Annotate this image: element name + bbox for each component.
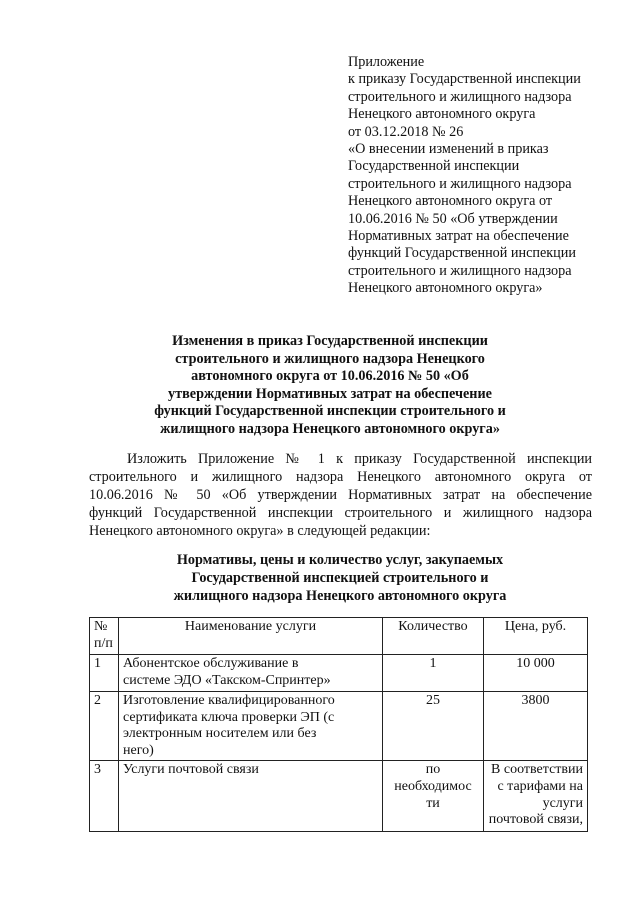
appendix-line: «О внесении изменений в приказ	[348, 141, 549, 158]
cell-line: услуги	[542, 795, 583, 811]
paragraph-line: Ненецкого автономного округа» в следующей редакции:	[89, 523, 431, 539]
cell-line: 10 000	[516, 656, 555, 671]
header-price: Цена, руб.	[484, 618, 588, 655]
cell-line: ти	[426, 795, 440, 811]
body-paragraph	[89, 450, 592, 540]
header-quantity: Количество	[383, 618, 484, 655]
cell-quantity	[383, 761, 484, 832]
title-line: строительного и жилищного надзора Ненецкого	[175, 350, 485, 367]
paragraph-line: Изложить Приложение № 1 к приказу Государственной инспекции	[127, 451, 592, 467]
appendix-line: строительного и жилищного надзора	[348, 262, 572, 279]
cell-number: 2	[90, 692, 119, 761]
cell-line: с тарифами на	[497, 778, 583, 794]
document-title	[80, 333, 580, 439]
appendix-line: Нормативных затрат на обеспечение	[348, 228, 569, 245]
paragraph-line: 10.06.2016 № 50 «Об утверждении Нормативных затрат на обеспечение	[89, 487, 592, 503]
cell-line: Абонентское обслуживание в	[123, 656, 299, 671]
appendix-line: Государственной инспекции	[348, 158, 520, 175]
title-line: жилищного надзора Ненецкого автономного округа»	[160, 420, 500, 437]
paragraph-line: функций Государственной инспекции строительного и жилищного надзора	[89, 505, 592, 521]
cell-line: В соответствии	[491, 762, 583, 778]
cell-line: необходимос	[394, 778, 472, 794]
table-title	[100, 552, 580, 605]
cell-quantity	[383, 655, 484, 692]
appendix-line: 10.06.2016 № 50 «Об утверждении	[348, 210, 558, 227]
paragraph-line: строительного и жилищного надзора Ненецкого автономного округа от	[89, 469, 592, 485]
cell-line: него)	[123, 742, 154, 758]
appendix-line: к приказу Государственной инспекции	[348, 71, 581, 88]
subtitle-line: Нормативы, цены и количество услуг, закупаемых	[176, 552, 504, 568]
header-number	[90, 618, 119, 655]
cell-line: по	[425, 762, 441, 778]
header-number-line: №	[94, 619, 108, 634]
cell-line: 3800	[521, 693, 550, 708]
title-line: автономного округа от 10.06.2016 № 50 «Об	[191, 368, 469, 385]
cell-number: 1	[90, 655, 119, 692]
cell-line: 1	[429, 656, 437, 671]
cell-line: Услуги почтовой связи	[123, 762, 259, 778]
subtitle-line: Государственной инспекцией строительного и	[191, 569, 489, 586]
table-row	[90, 761, 588, 832]
cell-price	[484, 655, 588, 692]
cell-service-name	[119, 692, 383, 761]
appendix-line: Ненецкого автономного округа»	[348, 280, 543, 297]
table-header-row	[90, 618, 588, 655]
cell-line: 25	[426, 693, 440, 708]
table-row	[90, 655, 588, 692]
cell-line: почтовой связи,	[488, 812, 583, 828]
cell-quantity	[383, 692, 484, 761]
cell-number: 3	[90, 761, 119, 832]
appendix-line: Ненецкого автономного округа	[348, 106, 536, 123]
title-line: Изменения в приказ Государственной инспекции	[172, 333, 488, 349]
appendix-line: от 03.12.2018 № 26	[348, 123, 464, 140]
cell-service-name	[119, 655, 383, 692]
title-line: функций Государственной инспекции строительного и	[154, 403, 506, 420]
cell-price	[484, 692, 588, 761]
appendix-line: функций Государственной инспекции	[348, 245, 576, 262]
cell-line: системе ЭДО «Такском-Спринтер»	[123, 672, 331, 688]
appendix-line: Ненецкого автономного округа от	[348, 193, 553, 210]
title-line: утверждении Нормативных затрат на обеспечение	[168, 385, 492, 402]
services-table	[89, 617, 588, 832]
cell-service-name	[119, 761, 383, 832]
appendix-line: строительного и жилищного надзора	[348, 175, 572, 192]
table-row	[90, 692, 588, 761]
appendix-line: строительного и жилищного надзора	[348, 88, 572, 105]
appendix-line: Приложение	[348, 54, 425, 70]
cell-line: сертификата ключа проверки ЭП (с	[123, 709, 335, 725]
header-number-line: п/п	[94, 635, 113, 651]
cell-line: электронным носителем или без	[123, 726, 317, 742]
appendix-header	[348, 54, 618, 298]
header-service-name: Наименование услуги	[119, 618, 383, 655]
cell-price	[484, 761, 588, 832]
subtitle-line: жилищного надзора Ненецкого автономного округа	[173, 587, 507, 604]
cell-line: Изготовление квалифицированного	[123, 693, 335, 708]
